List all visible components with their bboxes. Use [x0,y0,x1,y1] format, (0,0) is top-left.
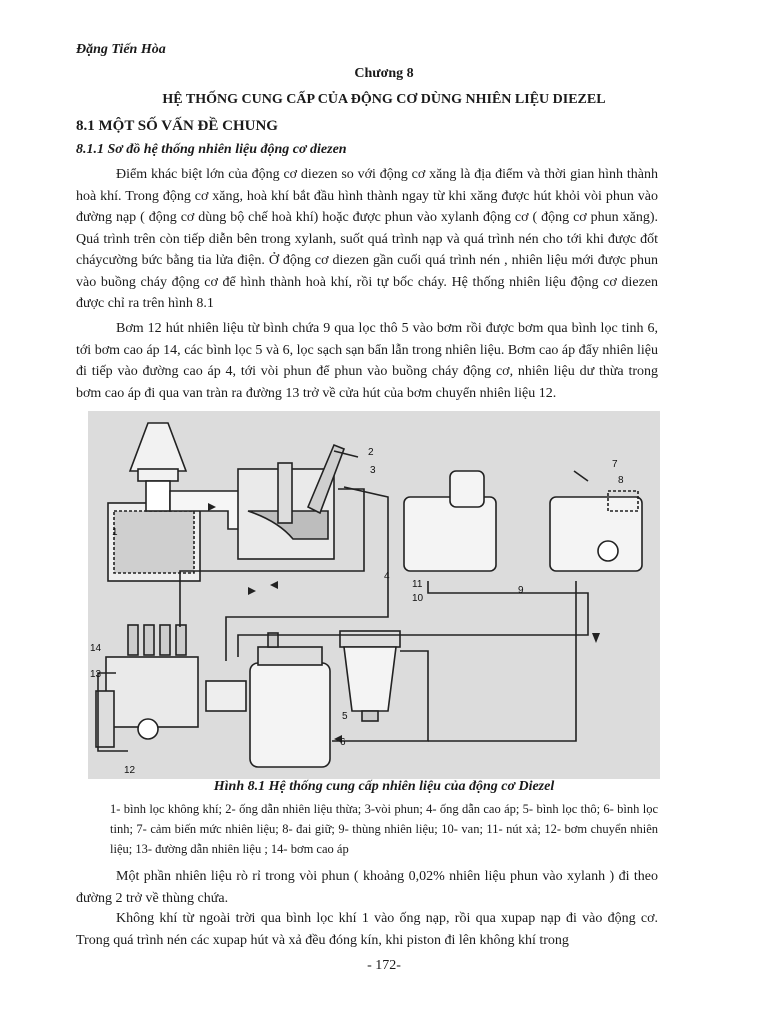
figure-caption: Hình 8.1 Hệ thống cung cấp nhiên liệu của động cơ Diezel [213,779,555,794]
diagram-label-7: 7 [612,459,618,470]
paragraph-1: Điểm khác biệt lớn của động cơ diezen so với động cơ xăng là địa điểm và thời gian hình thành hoà khí. Trong động cơ xăng, hoà khí bắt đầu hình thành ngay từ khi xăng được hút khỏi vòi phun vào đường nạp ( động cơ dùng bộ chế hoà khí) hoặc được phun vào xylanh động cơ ( động cơ phun xăng). Quá trình trên còn tiếp diễn bên trong xylanh, suốt quá trình nạp và quá trình nén cho tới khi được đốt cháycường bức bằng tia lửa điện. Ở động cơ diezen gần cuối quá trình nén , nhiên liệu mới được phun vào buồng cháy động cơ để hình thành hoà khí, rồi tự bốc cháy. Hệ thống nhiên liệu động cơ diezen được chỉ ra trên hình 8.1 [76,167,658,311]
fuel-tank [404,471,642,571]
diagram-label-3: 3 [370,465,376,476]
high-pressure-pump [96,625,246,747]
subsection-title: 8.1.1 Sơ đồ hệ thống nhiên liệu động cơ diezen [76,142,347,157]
author-header: Đặng Tiến Hòa [76,42,166,57]
diagram-label-1: 1 [112,527,118,538]
diagram-label-2: 2 [368,447,374,458]
paragraph-4: Không khí từ ngoài trời qua bình lọc khí 1 vào ống nạp, rồi qua xupap nạp đi vào động cơ. Trong quá trình nén các xupap hút và xả đều đóng kín, khi piston đi lên không khí trong [76,911,658,948]
chapter-number: Chương 8 [354,66,414,81]
chapter-title: HỆ THỐNG CUNG CẤP CỦA ĐỘNG CƠ DÙNG NHIÊN LIỆU DIEZEL [162,92,606,107]
diagram-label-13: 13 [90,669,102,680]
paragraph-2: Bơm 12 hút nhiên liệu từ bình chứa 9 qua lọc thô 5 vào bơm rồi được bơm qua bình lọc tinh 6, tới bơm cao áp 14, các bình lọc 5 và 6, lọc sạch sạn bẩn lẫn trong nhiên liệu. Bơm cao áp đẩy nhiên liệu đi tiếp vào đường cao áp 4, tới vòi phun để phun vào buồng cháy động cơ, nhiên liệu dư thừa trong bơm cao áp đi qua van tràn ra đường 13 trở về cửa hút của bơm chuyển nhiên liệu 12. [76,321,658,401]
page-number: - 172- [367,958,401,973]
diagram-label-12: 12 [124,765,136,776]
paragraph-3: Một phần nhiên liệu rò rỉ trong vòi phun ( khoảng 0,02% nhiên liệu phun vào xylanh ) đi theo đường 2 trở về thùng chứa. [76,869,658,906]
diagram-label-5: 5 [342,711,348,722]
diagram-label-4: 4 [384,571,390,582]
section-title: 8.1 MỘT SỐ VẤN ĐỀ CHUNG [76,118,278,134]
figure-legend: 1- bình lọc không khí; 2- ống dẫn nhiên liệu thừa; 3-vòi phun; 4- ống dẫn cao áp; 5- bình lọc thô; 6- bình lọc tinh; 7- cảm biến mức nhiên liệu; 8- đai giữ; 9- thùng nhiên liệu; 10- van; 11- nút xả; 12- bơm chuyển nhiên liệu; 13- đường dẫn nhiên liệu ; 14- bơm cao áp [110,802,658,856]
diagram-label-9: 9 [518,585,524,596]
diagram-label-11: 11 [412,579,423,590]
fuel-system-diagram [88,411,660,779]
diagram-label-6: 6 [340,737,346,748]
diagram-label-8: 8 [618,475,624,486]
diagram-label-14: 14 [90,643,102,654]
coarse-filter [340,631,400,721]
fine-filter [250,633,330,767]
diagram-label-10: 10 [412,593,424,604]
